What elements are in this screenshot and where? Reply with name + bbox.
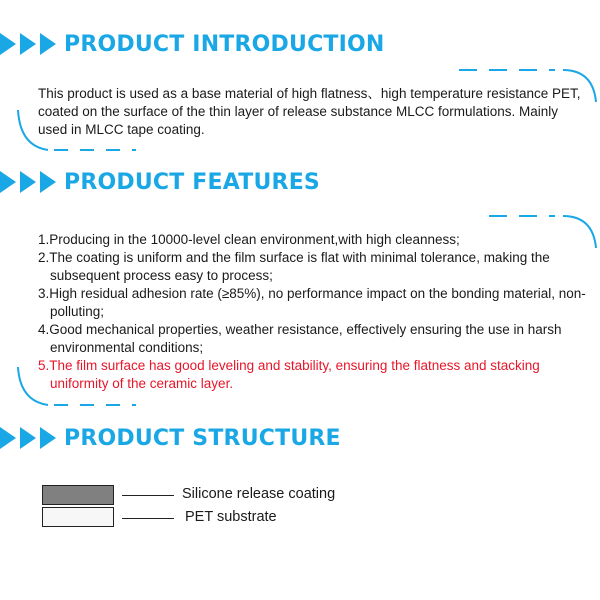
feature-item: 1.Producing in the 10000-level clean environment,with high cleanness; (38, 232, 460, 247)
features-list (38, 231, 598, 393)
triple-arrow-icon (0, 168, 64, 196)
pet-substrate-layer (42, 507, 114, 527)
feature-item: 4.Good mechanical properties, weather resistance, effectively ensuring the use in harsh environmental conditions; (38, 322, 562, 355)
feature-item: 2.The coating is uniform and the film surface is flat with minimal tolerance, making the subsequent process easy to process; (38, 250, 550, 283)
introduction-text: This product is used as a base material of high flatness、high temperature resistance PET, coated on the surface of the thin layer of release substance MLCC formulations. Mainly used in MLCC tape coating. (38, 86, 581, 137)
introduction-header (0, 26, 385, 62)
introduction-title: PRODUCT INTRODUCTION (64, 31, 385, 57)
feature-item: 3.High residual adhesion rate (≥85%), no performance impact on the bonding material, non-polluting; (38, 286, 586, 319)
structure-title: PRODUCT STRUCTURE (64, 425, 341, 451)
features-title: PRODUCT FEATURES (64, 169, 320, 195)
leader-line (122, 518, 174, 519)
triple-arrow-icon (0, 30, 64, 58)
silicone-coating-layer (42, 485, 114, 505)
feature-item-highlighted: 5.The film surface has good leveling and stability, ensuring the flatness and stacking uniformity of the ceramic layer. (38, 358, 540, 391)
silicone-coating-label: Silicone release coating (182, 486, 336, 502)
triple-arrow-icon (0, 424, 64, 452)
pet-substrate-label: PET substrate (185, 509, 277, 525)
features-header (0, 164, 320, 200)
leader-line (122, 495, 174, 496)
structure-header (0, 420, 341, 456)
